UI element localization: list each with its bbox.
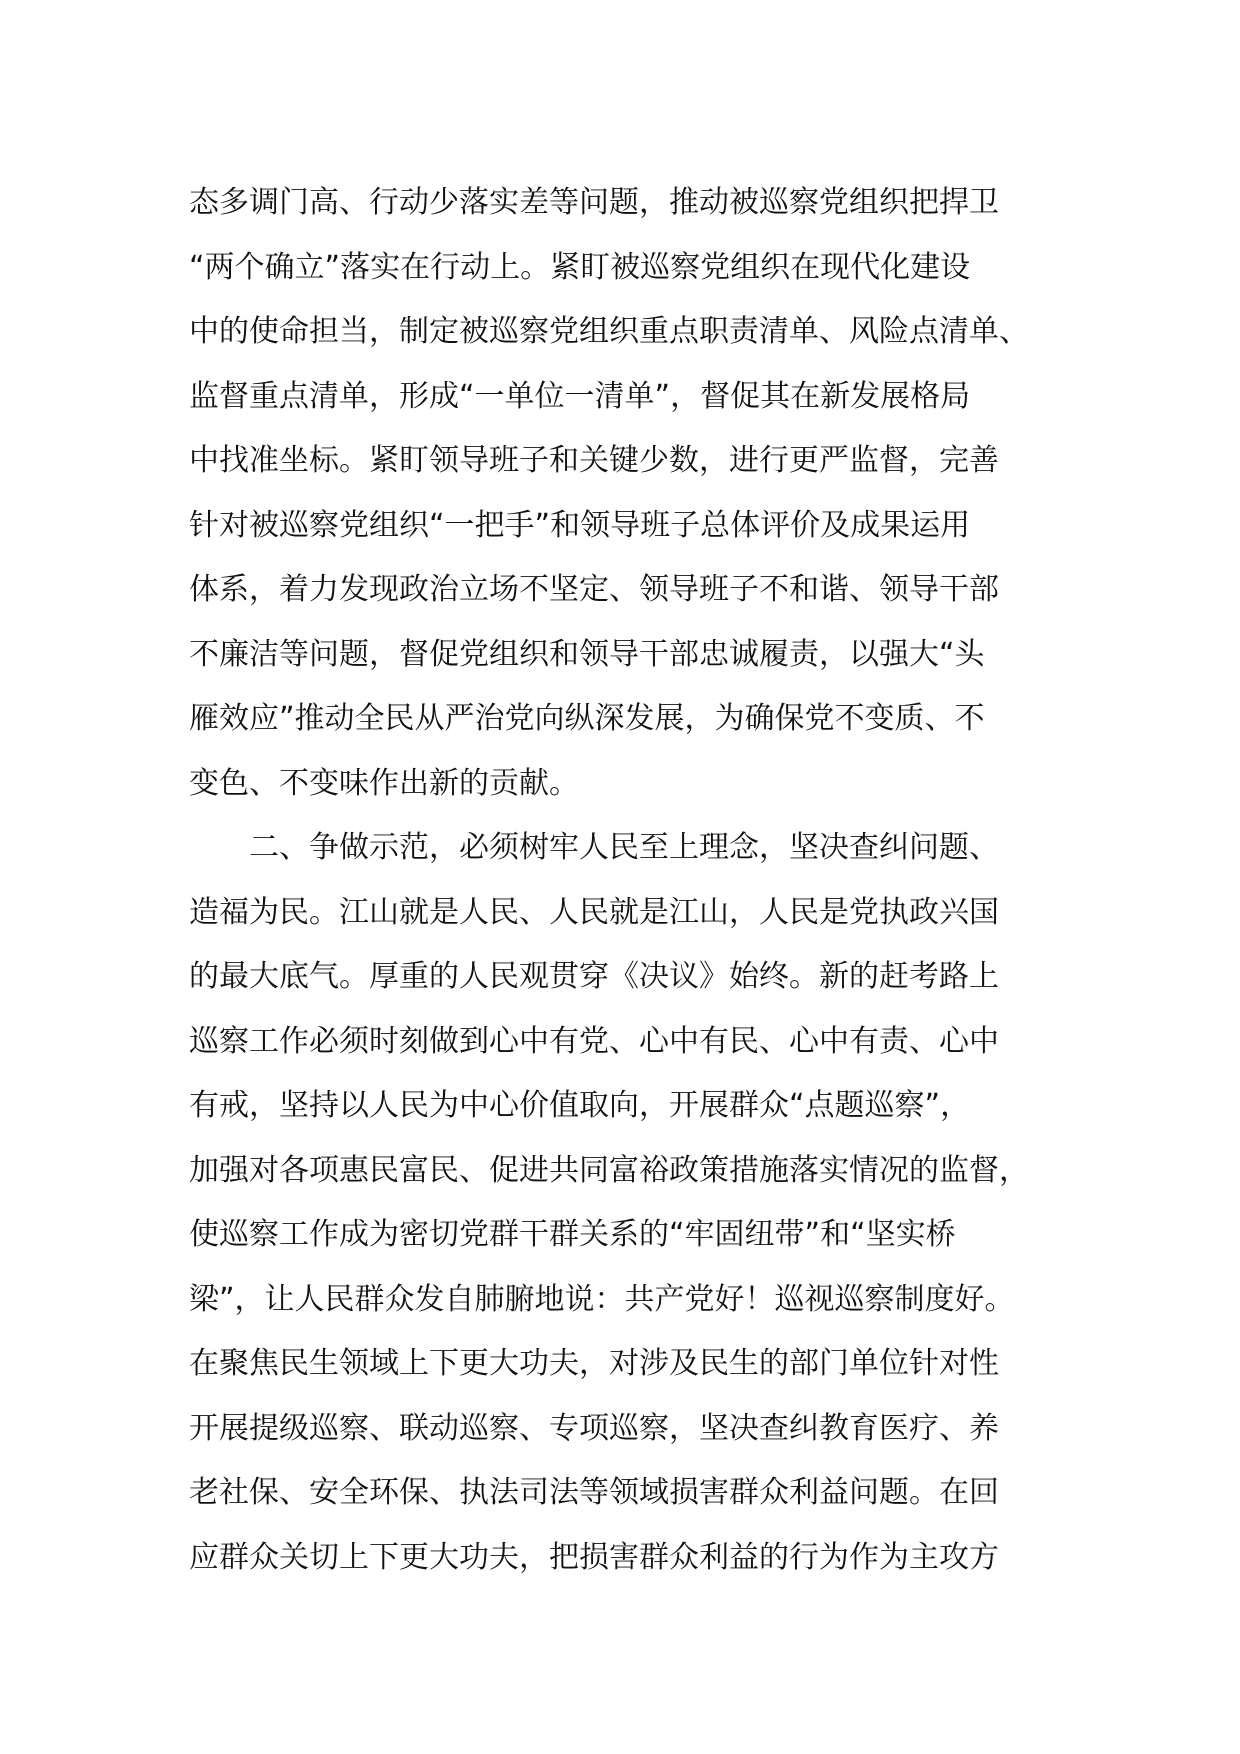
text-line: 中找准坐标。紧盯领导班子和关键少数，进行更严监督，完善 [189,443,999,478]
text-line: 针对被巡察党组织“一把手”和领导班子总体评价及成果运用 [189,507,971,543]
text-line: 造福为民。江山就是人民、人民就是江山，人民是党执政兴国 [189,894,999,930]
text-line: 在聚焦民生领域上下更大功夫，对涉及民生的部门单位针对性 [189,1346,999,1381]
text-line: 态多调门高、行动少落实差等问题，推动被巡察党组织把捍卫 [189,185,999,220]
text-line: 应群众关切上下更大功夫，把损害群众利益的行为作为主攻方 [189,1539,999,1575]
text-line: 有戒，坚持以人民为中心价值取向，开展群众“点题巡察”， [189,1088,971,1123]
paragraph-start-line: 二、争做示范，必须树牢人民至上理念，坚决查纠问题、 [249,830,999,865]
text-line: 加强对各项惠民富民、促进共同富裕政策措施落实情况的监督， [189,1152,1029,1188]
text-line: 监督重点清单，形成“一单位一清单”，督促其在新发展格局 [189,378,971,414]
text-line: 梁”，让人民群众发自肺腑地说：共产党好！巡视巡察制度好。 [189,1281,1015,1317]
text-line: 老社保、安全环保、执法司法等领域损害群众利益问题。在回 [189,1475,999,1510]
text-line: “两个确立”落实在行动上。紧盯被巡察党组织在现代化建设 [189,249,971,285]
text-line: 不廉洁等问题，督促党组织和领导干部忠诚履责，以强大“头 [189,636,985,672]
text-line: 中的使命担当，制定被巡察党组织重点职责清单、风险点清单、 [189,314,1029,349]
text-line: 体系，着力发现政治立场不坚定、领导班子不和谐、领导干部 [189,572,999,607]
text-line: 变色、不变味作出新的贡献。 [189,765,579,801]
text-line: 使巡察工作成为密切党群干群关系的“牢固纽带”和“坚实桥 [189,1217,956,1252]
text-line: 的最大底气。厚重的人民观贯穿《决议》始终。新的赶考路上 [189,959,999,994]
text-line: 雁效应”推动全民从严治党向纵深发展，为确保党不变质、不 [189,701,985,736]
body-text [189,171,1089,1590]
text-line: 巡察工作必须时刻做到心中有党、心中有民、心中有责、心中 [189,1023,999,1059]
text-line: 开展提级巡察、联动巡察、专项巡察，坚决查纠教育医疗、养 [189,1410,999,1446]
